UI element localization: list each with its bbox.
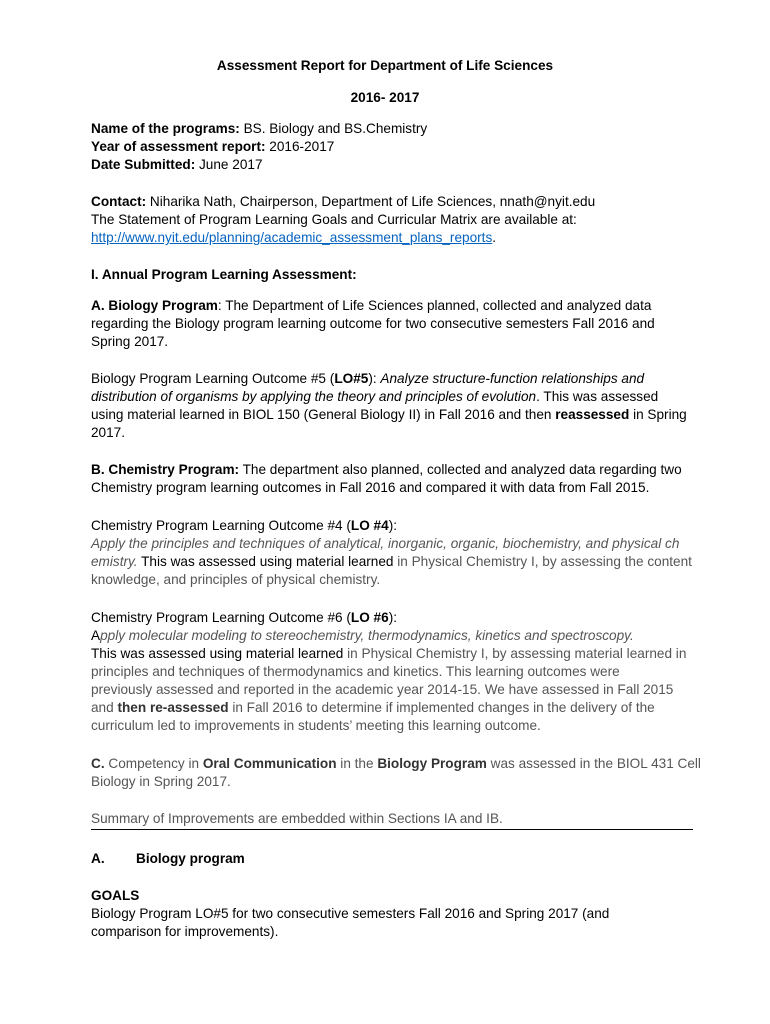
sec-b-line-2: Chemistry program learning outcomes in Fall 2016 and compared it with data from Fall 2015. — [91, 480, 650, 495]
sec-a-text-1: : The Department of Life Sciences planned, collected and analyzed data — [217, 298, 652, 313]
lo6-sep: ): — [388, 610, 397, 625]
lo4-italic-2: emistry. — [91, 554, 138, 569]
lo6-reassessed: then re-assessed — [117, 700, 229, 715]
lo5-line-4: 2017. — [91, 425, 126, 440]
plans-reports-link[interactable]: http://www.nyit.edu/planning/academic_assessment_plans_reports — [91, 230, 493, 245]
sec-c-t3: was assessed in the BIOL 431 Cell — [486, 756, 701, 771]
lo6-line-4: principles and techniques of thermodynamics and kinetics. This learning outcomes were — [91, 664, 620, 679]
lo4-line-3 — [91, 553, 692, 571]
sec-c-t1: Competency in — [104, 756, 203, 771]
date-submitted-line — [91, 156, 263, 174]
lo4-prefix: Chemistry Program Learning Outcome #4 ( — [91, 518, 351, 533]
programs-value: BS. Biology and BS.Chemistry — [239, 121, 428, 136]
statement-line: The Statement of Program Learning Goals and Curricular Matrix are available at: — [91, 212, 577, 227]
lo4-italic-1: Apply the principles and techniques of analytical, inorganic, organic, biochemistry, and physical ch — [91, 536, 680, 551]
lo4-sep: ): — [388, 518, 397, 533]
section-divider — [91, 829, 693, 830]
lo4-line-1 — [91, 517, 397, 535]
part-a-letter: A. — [91, 851, 105, 866]
lo6-line-3 — [91, 645, 686, 663]
programs-line — [91, 120, 427, 138]
sec-a-line-2: regarding the Biology program learning outcome for two consecutive semesters Fall 2016 and — [91, 316, 655, 331]
lo6-prefix: Chemistry Program Learning Outcome #6 ( — [91, 610, 351, 625]
lo5-reassessed: reassessed — [555, 407, 630, 422]
sec-a-label: A. Biology Program — [91, 298, 218, 313]
lo6-italic-1: pply molecular modeling to stereochemistry, thermodynamics, kinetics and spectroscopy. — [100, 628, 634, 643]
contact-value: Niharika Nath, Chairperson, Department of Life Sciences, nnath@nyit.edu — [146, 194, 596, 209]
goals-heading: GOALS — [91, 888, 140, 903]
lo6-line-1 — [91, 609, 397, 627]
lo6-l5c: in Fall 2016 to determine if implemented changes in the delivery of the — [228, 700, 655, 715]
lo6-l5a: and — [91, 700, 118, 715]
sec-a-line-1 — [91, 297, 651, 315]
sec-b-line-1 — [91, 461, 682, 479]
date-submitted-value: June 2017 — [195, 157, 263, 172]
lo4-line-4: knowledge, and principles of physical chemistry. — [91, 572, 381, 587]
lo6-tag: LO #6 — [350, 610, 389, 625]
lo5-text-3: using material learned in BIOL 150 (General Biology II) in Fall 2016 and then — [91, 407, 556, 422]
summary-line: Summary of Improvements are embedded within Sections IA and IB. — [91, 811, 503, 826]
link-line — [91, 229, 496, 247]
lo6-line-2 — [91, 627, 634, 645]
lo6-cap-a: A — [91, 628, 101, 643]
lo6-line-6 — [91, 699, 655, 717]
programs-label: Name of the programs: — [91, 121, 240, 136]
lo5-line-3 — [91, 406, 687, 424]
lo5-tag: LO#5 — [334, 371, 369, 386]
lo4-dark-2: This was assessed using material learned — [137, 554, 394, 569]
sec-c-label: C. — [91, 756, 105, 771]
report-year-heading: 2016- 2017 — [350, 90, 420, 105]
sec-b-label: B. Chemistry Program: — [91, 462, 240, 477]
report-title: Assessment Report for Department of Life Sciences — [216, 58, 554, 73]
sec-c-biology: Biology Program — [377, 756, 487, 771]
contact-line — [91, 193, 595, 211]
contact-label: Contact: — [91, 194, 147, 209]
lo5-prefix: Biology Program Learning Outcome #5 ( — [91, 371, 335, 386]
lo6-line-5: previously assessed and reported in the academic year 2014-15. We have assessed in Fall 2015 — [91, 682, 674, 697]
lo5-italic-2: distribution of organisms by applying the theory and principles of evolution — [91, 389, 537, 404]
report-year-label: Year of assessment report: — [91, 139, 266, 154]
date-submitted-label: Date Submitted: — [91, 157, 196, 172]
lo5-line-1 — [91, 370, 644, 388]
report-year-line — [91, 138, 334, 156]
goals-line-2: comparison for improvements). — [91, 924, 279, 939]
lo5-line-2 — [91, 388, 658, 406]
lo5-after-2: . This was assessed — [536, 389, 659, 404]
lo6-gray-2: in Physical Chemistry I, by assessing material learned in — [343, 646, 687, 661]
sec-c-line-1 — [91, 755, 701, 773]
part-a-title: Biology program — [136, 851, 245, 866]
lo6-dark-2: This was assessed using material learned — [91, 646, 344, 661]
link-period: . — [492, 230, 497, 245]
lo4-tag: LO #4 — [350, 518, 389, 533]
section-i-heading: I. Annual Program Learning Assessment: — [91, 267, 357, 282]
sec-c-line-2: Biology in Spring 2017. — [91, 774, 231, 789]
sec-c-t2: in the — [336, 756, 378, 771]
report-year-value: 2016-2017 — [265, 139, 335, 154]
sec-b-text-1: The department also planned, collected and analyzed data regarding two — [239, 462, 682, 477]
lo5-after-3: in Spring — [629, 407, 687, 422]
lo5-sep: ): — [368, 371, 381, 386]
lo5-italic-1: Analyze structure-function relationships and — [380, 371, 645, 386]
lo6-line-7: curriculum led to improvements in students’ meeting this learning outcome. — [91, 718, 541, 733]
lo4-gray-2: in Physical Chemistry I, by assessing the content — [393, 554, 692, 569]
sec-a-line-3: Spring 2017. — [91, 334, 169, 349]
goals-line-1: Biology Program LO#5 for two consecutive semesters Fall 2016 and Spring 2017 (and — [91, 906, 610, 921]
sec-c-oral: Oral Communication — [202, 756, 337, 771]
